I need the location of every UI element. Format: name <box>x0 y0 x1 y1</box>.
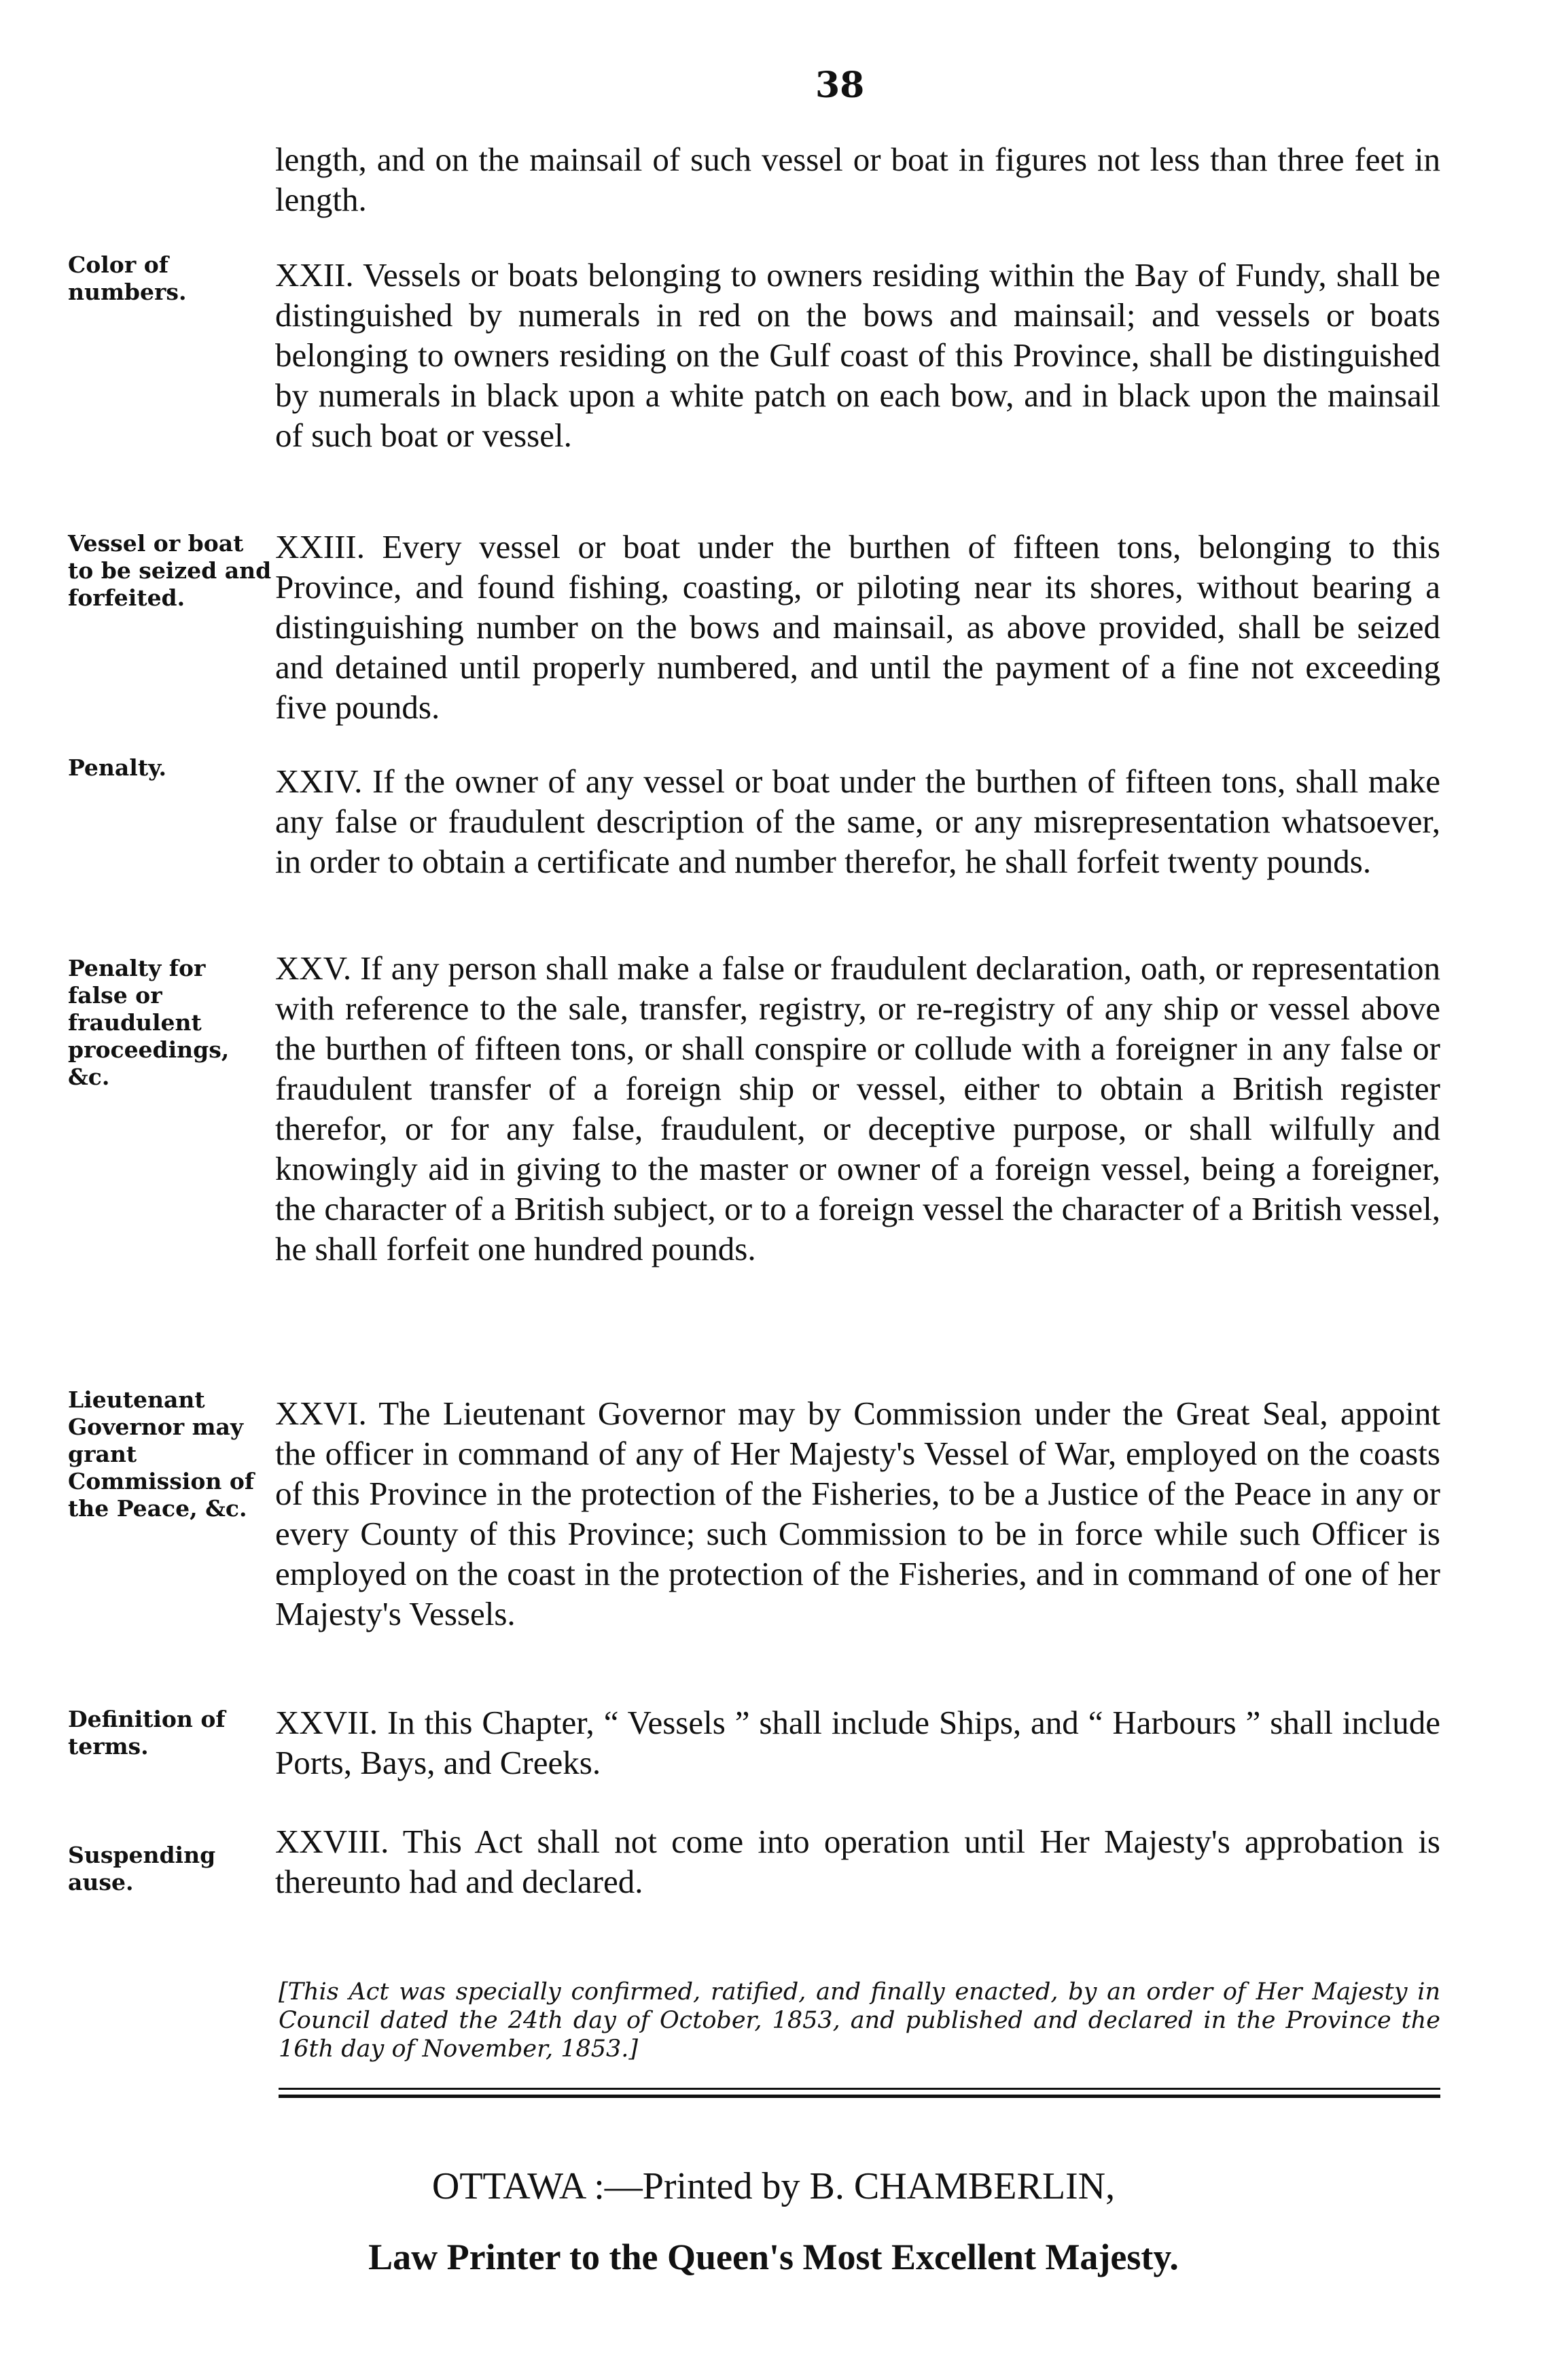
divider-rule-lower <box>279 2095 1440 2098</box>
divider-rule <box>279 2088 1440 2090</box>
confirmation-note: [This Act was specially confirmed, ratified, and finally enacted, by an order of Her Majesty in Council dated the 24th day of October, 1853, and published and declared in the Province the 16th day of November, 1853.] <box>279 1978 1440 2063</box>
margin-note-lieutenant-governor: Lieutenant Governor may grant Commission of the Peace, &c. <box>68 1386 255 1522</box>
section-xxvi: XXVI. The Lieutenant Governor may by Commission under the Great Seal, appoint the officer in command of any of Her Majesty's Vessel of War, employed on the coasts of this Province in the protection of the Fisheries, to be a Justice of the Peace in any or every County of this Province; such Commission to be in force while such Officer is employed on the coast in the protection of the Fisheries, and in command of one of her Majesty's Vessels. <box>275 1395 1440 1632</box>
margin-note-definition: Definition of terms. <box>68 1706 226 1760</box>
section-xxvii: XXVII. In this Chapter, “ Vessels ” shall include Ships, and “ Harbours ” shall include Ports, Bays, and Creeks. <box>275 1704 1440 1781</box>
section-xxviii: XXVIII. This Act shall not come into operation until Her Majesty's approbation is thereunto had and declared. <box>275 1823 1440 1900</box>
imprint-printed-by: OTTAWA :—Printed by B. CHAMBERLIN, <box>431 2165 1116 2207</box>
section-xxv: XXV. If any person shall make a false or fraudulent declaration, oath, or representation with reference to the sale, transfer, registry, or re-registry of any ship or vessel above the burthen of fifteen tons, or shall conspire or collude with a foreigner in any false or fraudulent transfer of a foreign ship or vessel, either to obtain a British register therefor, or for any false, fraudulent, or deceptive purpose, or shall wilfully and knowingly aid in giving to the master or owner of a foreign vessel, being a foreigner, the character of a British subject, or to a foreign vessel the character of a British vessel, he shall forfeit one hundred pounds. <box>275 949 1440 1267</box>
margin-note-penalty: Penalty. <box>68 754 166 781</box>
margin-note-penalty-false-proceedings: Penalty for false or fraudulent proceedings, &c. <box>68 955 230 1090</box>
margin-note-suspending: Suspending ause. <box>68 1842 216 1895</box>
section-xxiv: XXIV. If the owner of any vessel or boat under the burthen of fifteen tons, shall make any false or fraudulent description of the same, or any misrepresentation whatsoever, in order to obtain a certificate and number therefor, he shall forfeit twenty pounds. <box>275 763 1440 880</box>
section-xxii: XXII. Vessels or boats belonging to owners residing within the Bay of Fundy, shall be distinguished by numerals in red on the bows and mainsail; and vessels or boats belonging to owners residing on the Gulf coast of this Province, shall be distinguished by numerals in black upon a white patch on each bow, and in black upon the mainsail of such boat or vessel. <box>275 256 1440 454</box>
margin-note-color-of-numbers: Color of numbers. <box>68 251 187 305</box>
page-number: 38 <box>815 65 865 106</box>
intro-text: length, and on the mainsail of such vessel or boat in figures not less than three feet in length. <box>275 141 1440 218</box>
section-xxiii: XXIII. Every vessel or boat under the burthen of fifteen tons, belonging to this Province, and found fishing, coasting, or piloting near its shores, without bearing a distinguishing number on the bows and mainsail, as above provided, shall be seized and detained until properly numbered, and until the payment of a fine not exceeding five pounds. <box>275 528 1440 726</box>
imprint-law-printer: Law Printer to the Queen's Most Excellent Majesty. <box>368 2237 1179 2277</box>
margin-note-vessel-seized: Vessel or boat to be seized and forfeited. <box>68 530 272 611</box>
